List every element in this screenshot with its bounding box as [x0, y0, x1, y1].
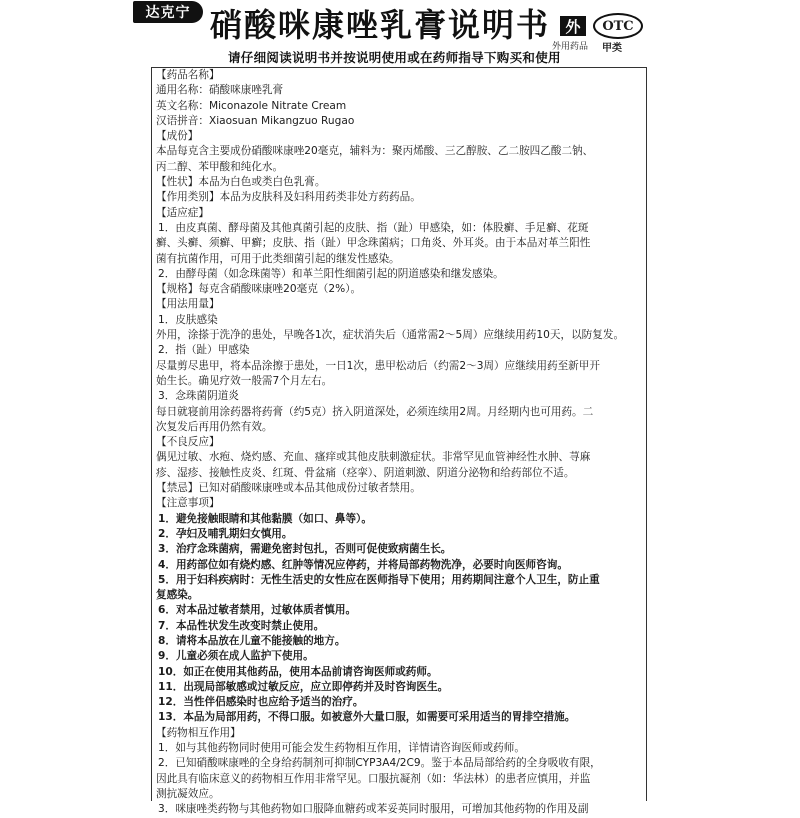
interaction-item: 3．咪康唑类药物与其他药物如口服降血糖药或苯妥英同时服用，可增加其他药物的作用及副: [158, 803, 589, 816]
usage-text: 尽量剪尽患甲，将本品涂擦于患处，一日1次，患甲松动后（约需2～3周）应继续用药至新甲开: [156, 359, 600, 372]
section-indications: [156, 206, 640, 282]
usage-subtitle: 3．念珠菌阴道炎: [158, 390, 239, 403]
precaution-item: 12．当性伴侣感染时也应给予适当的治疗。: [158, 696, 364, 709]
precaution-item: 复感染。: [156, 589, 199, 602]
external-use-label: 外用药品: [552, 42, 589, 52]
indication-item: 菌有抗菌作用，可用于此类细菌引起的继发性感染。: [156, 252, 400, 265]
document-title: 硝酸咪康唑乳膏说明书: [210, 6, 551, 44]
precaution-item: 6．对本品过敏者禁用，过敏体质者慎用。: [158, 604, 357, 617]
precaution-item: 7．本品性状发生改变时禁止使用。: [158, 619, 325, 632]
precaution-item: 1．避免接触眼睛和其他黏膜（如口、鼻等）。: [158, 512, 372, 525]
otc-class-label: 甲类: [602, 43, 622, 54]
external-use-badge: 外: [560, 16, 586, 36]
document-subtitle: 请仔细阅读说明书并按说明使用或在药师指导下购买和使用: [228, 50, 561, 65]
usage-subtitle: 2．指（趾）甲感染: [158, 344, 250, 357]
section-heading: 【药品名称】: [156, 69, 220, 81]
ingredients-text: 丙二醇、苯甲酸和纯化水。: [156, 160, 284, 173]
adverse-text: 偶见过敏、水疱、烧灼感、充血、瘙痒或其他皮肤刺激症状。非常罕见血管神经性水肿、荨麻: [156, 451, 591, 464]
interaction-item: 1．如与其他药物同时使用可能会发生药物相互作用，详情请咨询医师或药师。: [158, 742, 525, 755]
indication-item: 癣、头癣、须癣、甲癣；皮肤、指（趾）甲念珠菌病；口角炎、外耳炎。由于本品对革兰阳性: [156, 237, 591, 250]
section-heading: 【用法用量】: [156, 298, 220, 311]
section-heading: 【注意事项】: [156, 497, 220, 510]
section-usage: [156, 297, 640, 435]
adverse-text: 疹、湿疹、接触性皮炎、红斑、骨盆痛（痉挛）、阴道刺激、阴道分泌物和给药部位不适。: [156, 466, 575, 479]
precaution-item: 5．用于妇科疾病时：无性生活史的女性应在医师指导下使用；用药期间注意个人卫生，防止重: [158, 573, 600, 586]
usage-text: 外用，涂搽于洗净的患处，早晚各1次，症状消失后（通常需2～5周）应继续用药10天，以防复发。: [156, 329, 625, 342]
section-drug-name: [156, 68, 640, 129]
indication-item: 1．由皮真菌、酵母菌及其他真菌引起的皮肤、指（趾）甲感染，如：体股癣、手足癣、花斑: [158, 221, 589, 234]
ingredients-text: 本品每克含主要成份硝酸咪康唑20毫克，辅料为：聚丙烯酸、三乙醇胺、乙二胺四乙酸二钠、: [156, 145, 594, 158]
section-specification: 【规格】每克含硝酸咪康唑20毫克（2%）。: [156, 283, 362, 296]
usage-text: 始生长。确见疗效一般需7个月左右。: [156, 374, 333, 387]
section-adverse-reactions: [156, 435, 640, 481]
brand-logo: 达克宁: [133, 1, 203, 23]
section-heading: 【适应症】: [156, 206, 209, 219]
section-precautions: [156, 496, 640, 725]
section-ingredients: [156, 129, 640, 175]
precaution-item: 10．如正在使用其他药品，使用本品前请咨询医师或药师。: [158, 665, 438, 678]
usage-text: 次复发后再用仍然有效。: [156, 420, 273, 433]
interaction-item: 2．已知硝酸咪康唑的全身给药制剂可抑制CYP3A4/2C9。鉴于本品局部给药的全身吸收有限，: [158, 757, 601, 770]
precaution-item: 8．请将本品放在儿童不能接触的地方。: [158, 634, 346, 647]
precaution-item: 2．孕妇及哺乳期妇女慎用。: [158, 527, 293, 540]
section-category: 【作用类别】本品为皮肤科及妇科用药类非处方药药品。: [156, 191, 421, 204]
precaution-item: 9．儿童必须在成人监护下使用。: [158, 650, 314, 663]
english-name: 英文名称：Miconazole Nitrate Cream: [156, 99, 347, 112]
otc-badge: OTC: [593, 13, 643, 39]
section-interactions: [156, 726, 640, 818]
precaution-item: 4．用药部位如有烧灼感、红肿等情况应停药，并将局部药物洗净，必要时向医师咨询。: [158, 558, 568, 571]
section-heading: 【药物相互作用】: [156, 726, 241, 739]
usage-text: 每日就寝前用涂药器将药膏（约5克）挤入阴道深处，必须连续用2周。月经期内也可用药。二: [156, 405, 594, 418]
precaution-item: 11．出现局部敏感或过敏反应，应立即停药并及时咨询医生。: [158, 680, 449, 693]
usage-subtitle: 1．皮肤感染: [158, 313, 218, 326]
section-heading: 【成份】: [156, 130, 199, 143]
precaution-item: 3．治疗念珠菌病，需避免密封包扎，否则可促使致病菌生长。: [158, 543, 452, 556]
section-heading: 【不良反应】: [156, 436, 220, 449]
section-properties: 【性状】本品为白色或类白色乳膏。: [156, 176, 326, 189]
leaflet-body: [156, 68, 640, 818]
generic-name: 通用名称：硝酸咪康唑乳膏: [156, 84, 284, 97]
indication-item: 2．由酵母菌（如念珠菌等）和革兰阳性细菌引起的阴道感染和继发感染。: [158, 267, 504, 280]
interaction-item: 因此具有临床意义的药物相互作用非常罕见。口服抗凝剂（如：华法林）的患者应慎用，并监: [156, 772, 591, 785]
pinyin-name: 汉语拼音：Xiaosuan Mikangzuo Rugao: [156, 114, 355, 127]
precaution-item: 13．本品为局部用药，不得口服。如被意外大量口服，如需要可采用适当的胃排空措施。: [158, 711, 576, 724]
section-contraindications: 【禁忌】已知对硝酸咪康唑或本品其他成份过敏者禁用。: [156, 482, 421, 495]
interaction-item: 测抗凝效应。: [156, 787, 220, 800]
